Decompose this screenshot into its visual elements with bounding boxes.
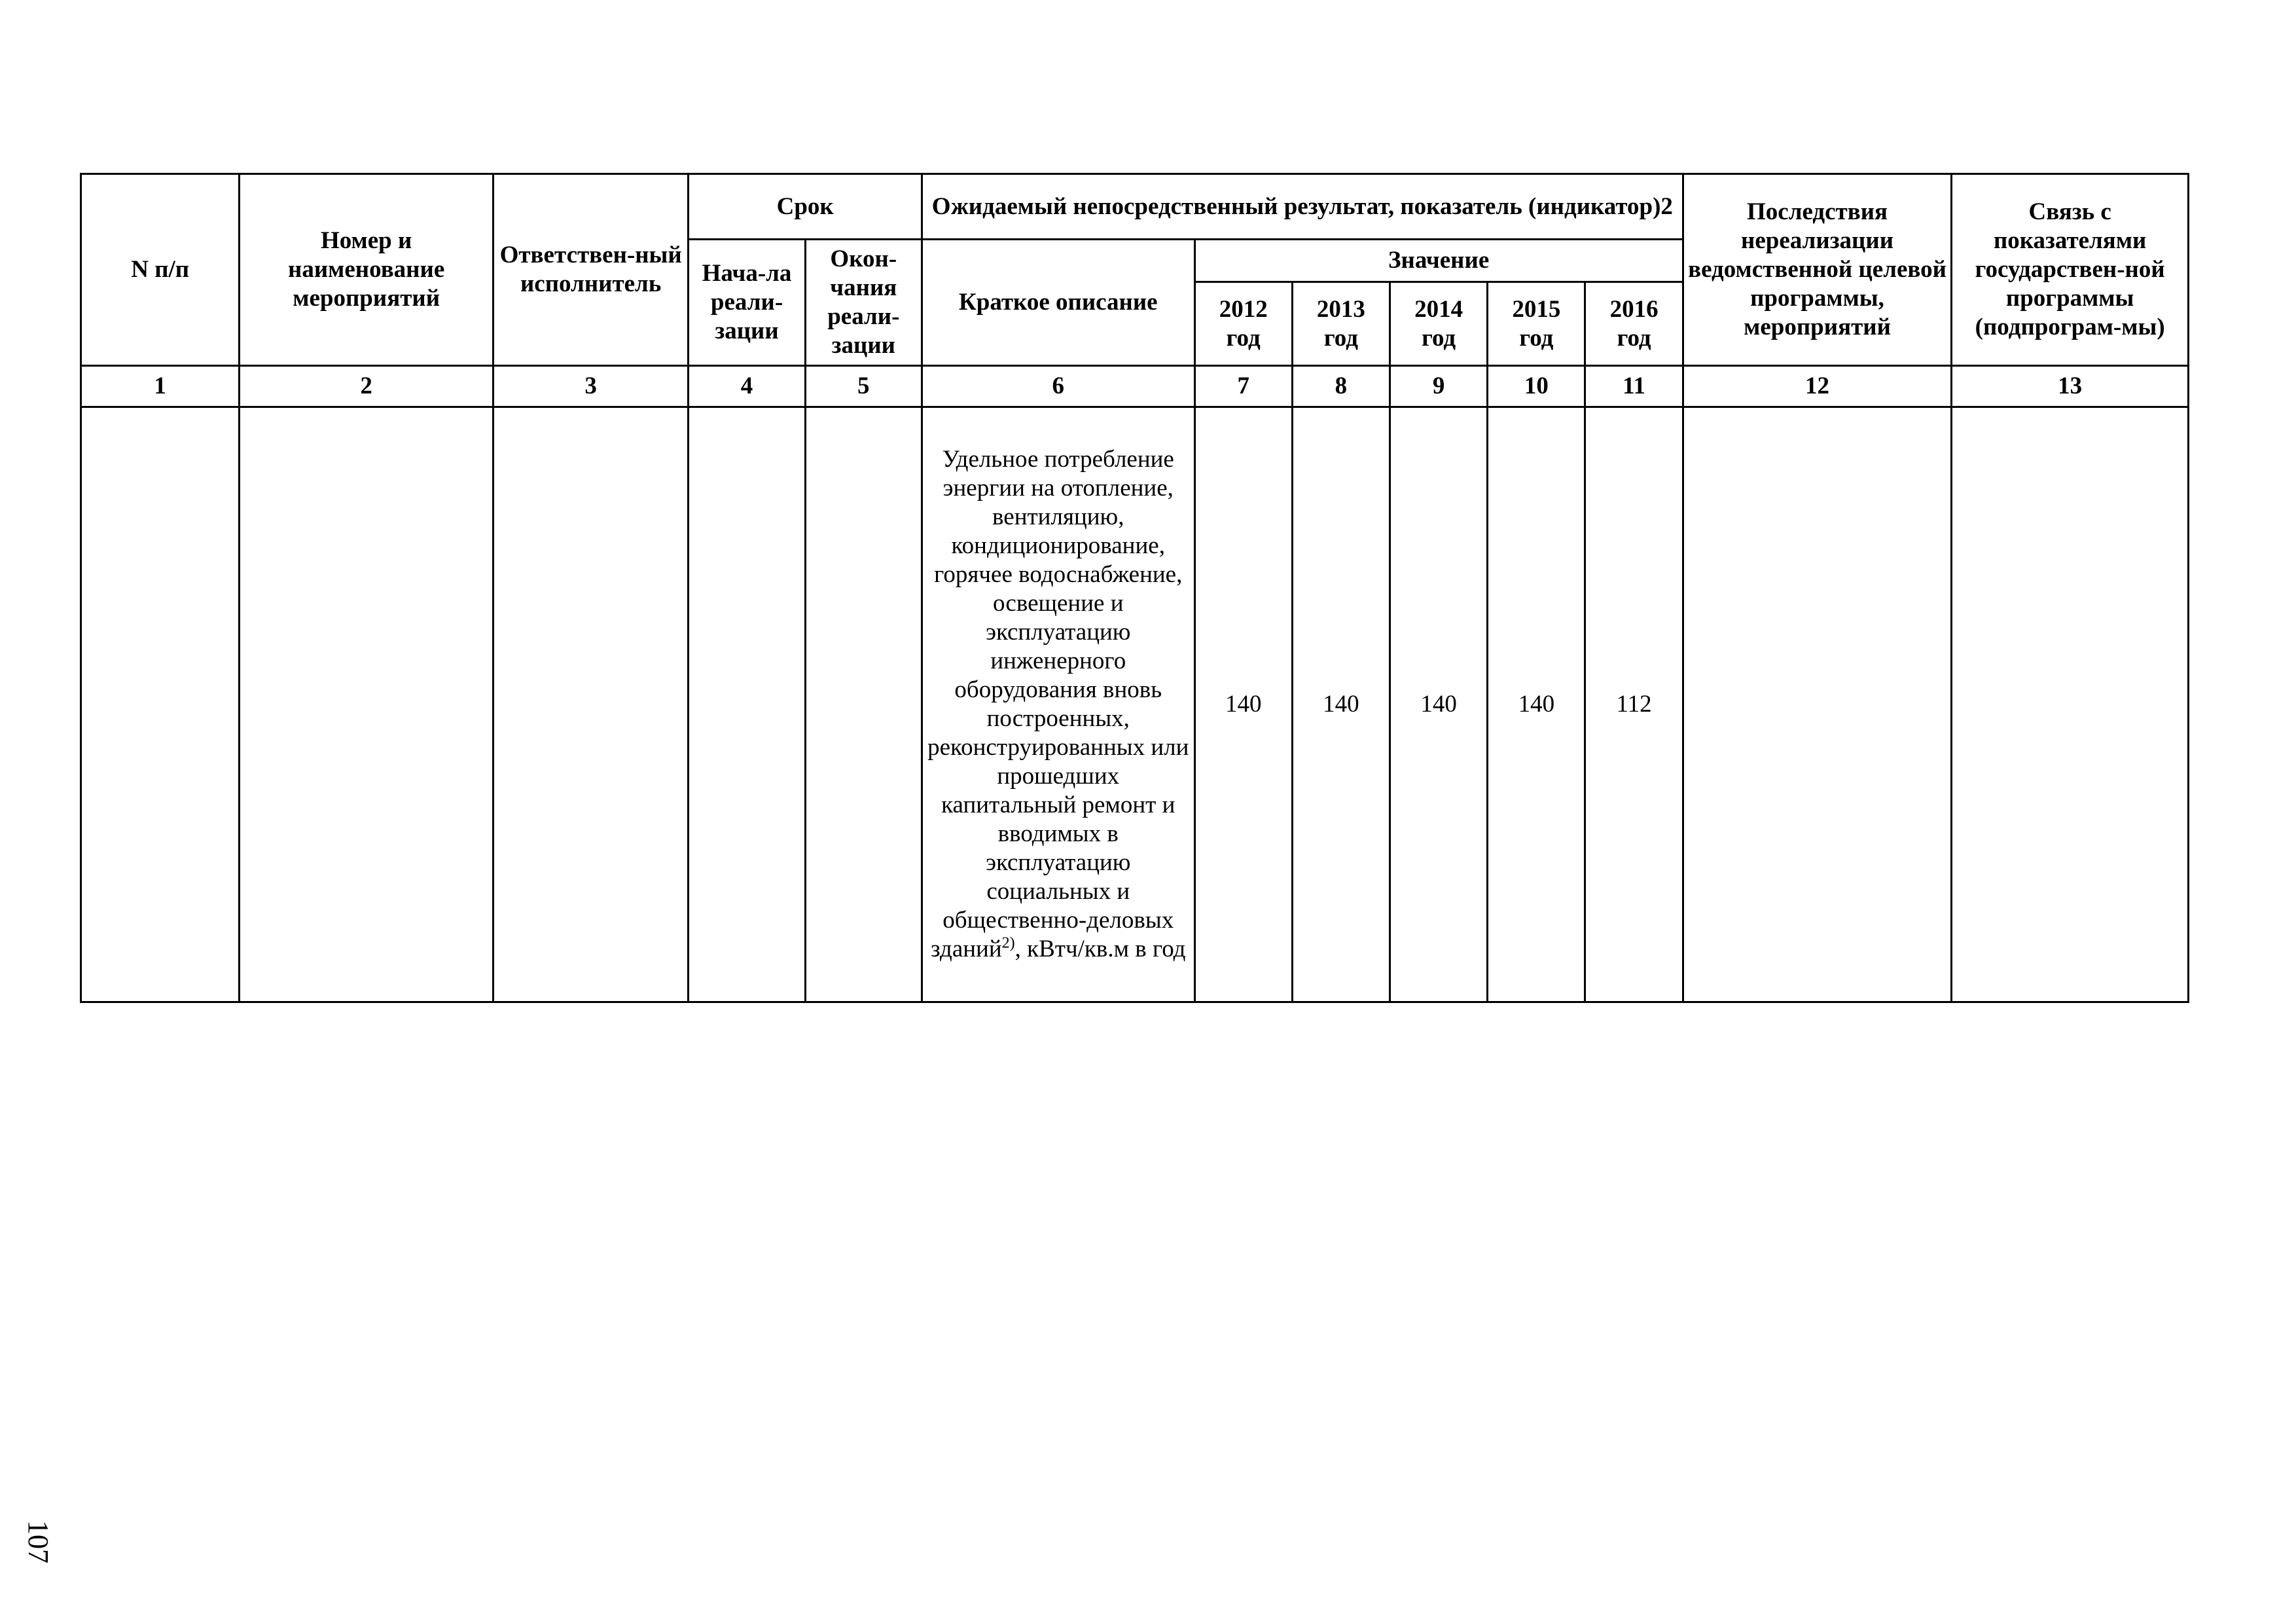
column-number: 11 xyxy=(1585,366,1683,407)
description-unit: , кВтч/кв.м в год xyxy=(1014,936,1186,962)
cell-value-2015: 140 xyxy=(1488,407,1585,1002)
header-start: Нача-ла реали-зации xyxy=(689,240,805,366)
header-year: 2015 год xyxy=(1488,282,1585,366)
footnote-marker: 2) xyxy=(1001,934,1015,952)
cell-responsible xyxy=(493,407,688,1002)
column-number: 12 xyxy=(1683,366,1952,407)
header-end: Окон-чания реали-зации xyxy=(805,240,922,366)
header-znachenie: Значение xyxy=(1194,240,1683,282)
header-responsible: Ответствен-ный исполнитель xyxy=(493,174,688,366)
column-number: 5 xyxy=(805,366,922,407)
indicator-table xyxy=(80,173,2189,1003)
column-number: 2 xyxy=(240,366,493,407)
column-number: 3 xyxy=(493,366,688,407)
column-number: 10 xyxy=(1488,366,1585,407)
header-measure-name: Номер и наименование мероприятий xyxy=(240,174,493,366)
column-number: 8 xyxy=(1292,366,1390,407)
header-srok: Срок xyxy=(689,174,922,240)
header-year: 2014 год xyxy=(1390,282,1488,366)
cell-start xyxy=(689,407,805,1002)
header-year: 2016 год xyxy=(1585,282,1683,366)
cell-short-description xyxy=(922,407,1194,1002)
header-short-description: Краткое описание xyxy=(922,240,1194,366)
cell-value-2016: 112 xyxy=(1585,407,1683,1002)
header-year: 2012 год xyxy=(1194,282,1292,366)
description-text: Удельное потребление энергии на отопление, вентиляцию, кондиционирование, горячее водоснабжение, освещение и эксплуатацию инженерного оборудования вновь построенных, реконструированных или прошедших капитальный ремонт и вводимых в эксплуатацию социальных и общественно-деловых зданий xyxy=(927,446,1189,962)
column-number: 1 xyxy=(81,366,240,407)
cell-value-2013: 140 xyxy=(1292,407,1390,1002)
header-year: 2013 год xyxy=(1292,282,1390,366)
header-link-program: Связь с показателями государствен-ной программы (подпрограм-мы) xyxy=(1952,174,2189,366)
header-np: N п/п xyxy=(81,174,240,366)
column-number: 6 xyxy=(922,366,1194,407)
cell-value-2014: 140 xyxy=(1390,407,1488,1002)
page-number: 107 xyxy=(22,1520,54,1563)
header-expected-result: Ожидаемый непосредственный результат, показатель (индикатор)2 xyxy=(922,174,1683,240)
cell-measure-name xyxy=(240,407,493,1002)
column-number: 4 xyxy=(689,366,805,407)
column-number: 9 xyxy=(1390,366,1488,407)
cell-value-2012: 140 xyxy=(1194,407,1292,1002)
column-number: 13 xyxy=(1952,366,2189,407)
header-consequences: Последствия нереализации ведомственной целевой программы, мероприятий xyxy=(1683,174,1952,366)
cell-end xyxy=(805,407,922,1002)
cell-link-program xyxy=(1952,407,2189,1002)
column-number: 7 xyxy=(1194,366,1292,407)
cell-np xyxy=(81,407,240,1002)
cell-consequences xyxy=(1683,407,1952,1002)
